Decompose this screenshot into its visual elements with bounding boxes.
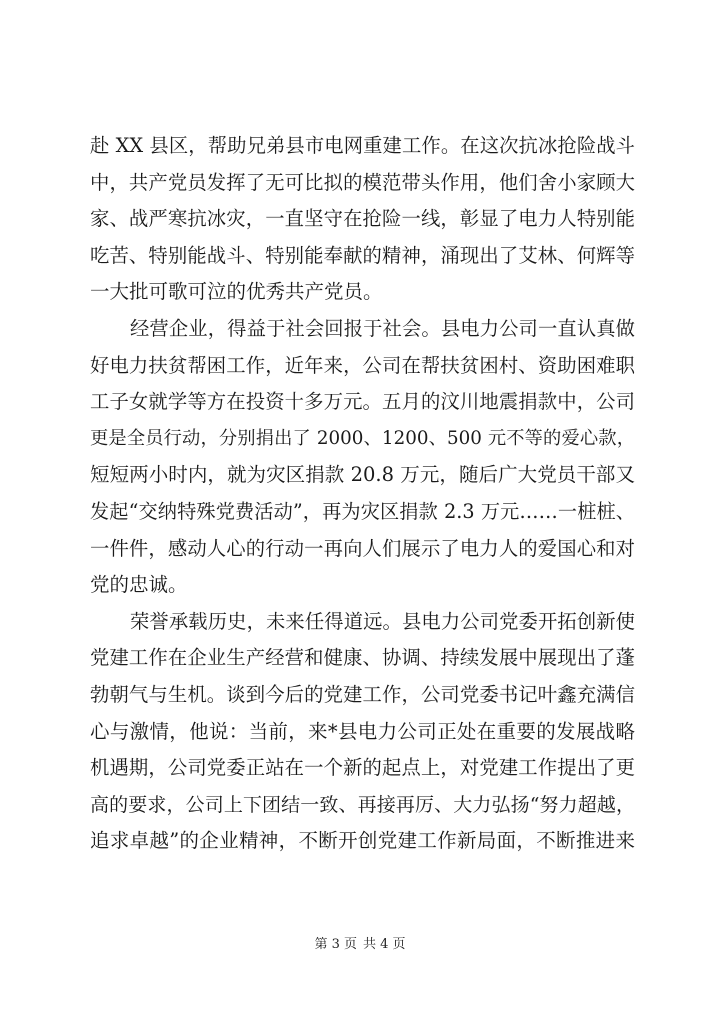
page-number: 第 3 页 <box>314 937 357 952</box>
text-line: 一件件，感动人心的行动一再向人们展示了电力人的爱国心和对 <box>90 536 635 560</box>
body-text <box>90 128 635 860</box>
text-line: 发起“交纳特殊党费活动”，再为灾区捐款 2.3 万元……一桩桩、 <box>90 499 635 523</box>
text-line: 追求卓越”的企业精神，不断开创党建工作新局面，不断推进来 <box>90 829 635 853</box>
text-line: 勃朝气与生机。谈到今后的党建工作，公司党委书记叶鑫充满信 <box>90 682 635 706</box>
paragraph-first-line: 经营企业，得益于社会回报于社会。县电力公司一直认真做 <box>130 316 635 340</box>
text-line: 心与激情，他说：当前，来*县电力公司正处在重要的发展战略 <box>90 719 635 743</box>
text-line: 一大批可歌可泣的优秀共产党员。 <box>90 280 383 304</box>
text-line: 高的要求，公司上下团结一致、再接再厉、大力弘扬“努力超越， <box>90 793 635 816</box>
text-line: 中，共产党员发挥了无可比拟的模范带头作用，他们舍小家顾大 <box>90 170 635 194</box>
text-line: 工子女就学等方在投资十多万元。五月的汶川地震捐款中，公司 <box>90 390 635 414</box>
text-line: 更是全员行动，分别捐出了 2000、1200、500 元不等的爱心款， <box>90 427 635 449</box>
text-line: 党建工作在企业生产经营和健康、协调、持续发展中展现出了蓬 <box>90 646 635 670</box>
text-line: 党的忠诚。 <box>90 573 188 597</box>
text-line: 短短两小时内，就为灾区捐款 20.8 万元，随后广大党员干部又 <box>90 463 635 487</box>
page-total: 共 4 页 <box>363 937 406 952</box>
text-line: 赴 XX 县区，帮助兄弟县市电网重建工作。在这次抗冰抢险战斗 <box>90 134 635 157</box>
text-line: 机遇期，公司党委正站在一个新的起点上，对党建工作提出了更 <box>90 756 635 780</box>
page-footer <box>0 935 720 955</box>
text-line: 家、战严寒抗冰灾，一直坚守在抢险一线，彰显了电力人特别能 <box>90 207 635 231</box>
text-line: 好电力扶贫帮困工作，近年来，公司在帮扶贫困村、资助困难职 <box>90 353 635 377</box>
text-line: 吃苦、特别能战斗、特别能奉献的精神，涌现出了艾林、何辉等 <box>90 243 635 267</box>
paragraph-first-line: 荣誉承载历史，未来任得道远。县电力公司党委开拓创新使 <box>130 609 635 633</box>
